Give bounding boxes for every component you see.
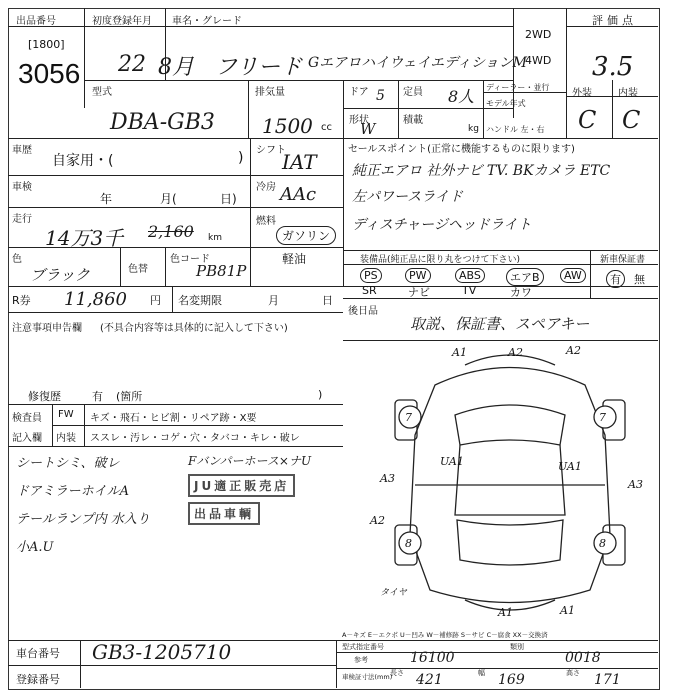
warranty-yes: 有: [606, 270, 625, 288]
dealer-label: ディーラー・並行: [486, 83, 550, 92]
grade: GエアロハイウェイエディションM: [308, 55, 527, 71]
model-name: フリード: [215, 55, 303, 80]
length-label: 長さ: [390, 669, 404, 677]
recycle-label: R券: [12, 294, 31, 307]
inspection-day: 日): [220, 192, 237, 206]
equipment-item: ナビ: [408, 286, 430, 299]
model-code-value: 16100: [410, 650, 455, 666]
damage-tire: タイヤ: [380, 588, 407, 598]
damage-rear-2: A1: [560, 604, 575, 617]
history-value: 自家用・(: [52, 153, 114, 169]
capacity-value: 8人: [448, 87, 475, 106]
displacement-value: 1500: [262, 114, 313, 138]
deadline-label: 名変期限: [178, 294, 222, 307]
color-code-label: 色コード: [170, 254, 210, 265]
damage-center-1: UA1: [440, 455, 464, 468]
color-code-value: PB81P: [196, 262, 247, 280]
ac-label: 冷房: [256, 182, 276, 193]
stamp-ju: JU適正販売店: [188, 474, 295, 497]
model-year-label: モデル年式: [486, 99, 526, 108]
equipment-item: PS: [360, 268, 382, 283]
after-label: 後日品: [348, 306, 378, 317]
damage-rear-1: A1: [498, 606, 513, 619]
damage-front-3: A2: [566, 344, 581, 357]
warranty-no: 無: [634, 273, 645, 286]
inspector-label-2: 記入欄: [12, 433, 42, 444]
equipment-item: PW: [405, 268, 431, 283]
after-value: 取説、保証書、スペアキー: [410, 315, 590, 333]
damage-front-2: A2: [508, 346, 523, 359]
notes-label: 注意事項申告欄: [12, 323, 82, 334]
ac-value: AAc: [280, 184, 317, 205]
damage-left-7: 7: [405, 411, 412, 424]
recycle-unit: 円: [150, 294, 161, 307]
inspector-note-2: ドアミラーホイルA: [16, 484, 129, 499]
drive-2wd: 2WD: [525, 28, 552, 41]
history-label: 車歴: [12, 145, 32, 156]
inspector-label-1: 検査員: [12, 413, 42, 424]
displacement-label: 排気量: [255, 87, 285, 98]
height-value: 171: [594, 672, 621, 688]
repair-label: 修復歴: [28, 390, 61, 403]
fw-text: キズ・飛石・ヒビ割・リペア跡・X要: [90, 413, 257, 424]
score: 3.5: [592, 52, 634, 82]
mileage-value: 14万3千: [45, 226, 124, 250]
chassis-value: GB3-1205710: [92, 640, 232, 664]
mileage-strike: 2,160: [148, 222, 194, 241]
repair-close: ): [318, 388, 323, 401]
equipment-item: ABS: [455, 268, 485, 283]
equipment-item: TV: [462, 284, 477, 297]
fuel-value: ガソリン: [276, 226, 336, 245]
door-value: 5: [376, 88, 385, 104]
model-code-label: 型式指定番号: [342, 643, 384, 651]
capacity-label: 定員: [403, 87, 423, 98]
shape-label: 形状: [349, 115, 369, 126]
mileage-label: 走行: [12, 214, 32, 225]
first-reg-label: 初度登録年月: [92, 16, 152, 27]
category-value: 0018: [565, 650, 601, 666]
history-close: ): [238, 150, 244, 166]
notes-hint: (不具合内容等は具体的に記入して下さい): [100, 323, 288, 334]
inspector-note-4: 小A.U: [16, 540, 54, 555]
chassis-label: 車台番号: [16, 647, 60, 660]
type-label: 型式: [92, 87, 112, 98]
width-value: 169: [498, 672, 525, 688]
door-label: ドア: [349, 87, 369, 98]
score-label: 評価点: [592, 14, 637, 27]
drive-4wd: 4WD: [525, 54, 552, 67]
displacement-unit: cc: [321, 122, 332, 133]
damage-right-a3: A3: [628, 478, 643, 491]
interior-label: 内装: [618, 88, 638, 99]
right-notes: Fバンパーホース×ナU: [188, 454, 312, 468]
inspection-year: 年: [100, 192, 113, 206]
car-diagram: [375, 345, 645, 620]
sales-point-1: 純正エアロ 社外ナビ TV. BKカメラ ETC: [352, 163, 611, 179]
load-unit: kg: [468, 124, 479, 134]
reg-label: 登録番号: [16, 673, 60, 686]
damage-right-8: 8: [599, 537, 606, 550]
damage-left-a3: A3: [380, 472, 395, 485]
int-label: 内装: [56, 433, 76, 444]
repair-place: (箇所: [116, 390, 143, 403]
exterior-value: C: [578, 106, 597, 134]
shape-value: W: [360, 120, 376, 138]
damage-left-a2: A2: [370, 514, 385, 527]
damage-left-8: 8: [405, 537, 412, 550]
damage-center-2: UA1: [558, 460, 582, 473]
equipment-item: エアB: [506, 268, 544, 286]
damage-front-1: A1: [452, 346, 467, 359]
lot-number-label: 出品番号: [16, 16, 56, 27]
deadline-month: 月: [268, 294, 279, 307]
color-label: 色: [12, 254, 22, 265]
sales-point-2: 左パワースライド: [352, 189, 463, 205]
shift-value: IAT: [282, 150, 317, 174]
first-reg-month: 8月: [158, 55, 194, 80]
inspector-note-1: シートシミ、破レ: [16, 456, 120, 471]
shift-label: シフト: [256, 145, 286, 156]
warranty-label: 新車保証書: [600, 255, 646, 265]
lot-number: 3056: [18, 58, 81, 89]
stamp-listed: 出品車輌: [188, 502, 260, 525]
equipment-item: AW: [560, 268, 586, 283]
mileage-unit: km: [208, 233, 222, 243]
damage-right-7: 7: [599, 411, 606, 424]
model-grade-label: 車名・グレード: [172, 16, 242, 27]
first-reg-year: 22: [118, 52, 146, 77]
fuel-label: 燃料: [256, 216, 276, 227]
width-label: 幅: [478, 669, 485, 677]
length-value: 421: [416, 672, 443, 688]
size-label: 車検証寸法(mm): [342, 673, 393, 681]
sales-points-heading: セールスポイント(正常に機能するものに限ります): [348, 144, 575, 155]
interior-value: C: [622, 106, 641, 134]
legend: A－キズ E－エクボ U－凹み W－補修跡 S－サビ C－腐食 XX－交換済: [342, 631, 548, 639]
equipment-item: カワ: [510, 286, 532, 299]
fuel-alt: 軽油: [282, 252, 307, 266]
inspection-label: 車検: [12, 182, 32, 193]
exterior-label: 外装: [572, 88, 592, 99]
height-label: 高さ: [566, 669, 580, 677]
inspection-month: 月(: [160, 192, 177, 206]
equipment-item: SR: [362, 284, 377, 297]
load-label: 積載: [403, 115, 423, 126]
deadline-day: 日: [322, 294, 333, 307]
lot-code: [1800]: [28, 38, 65, 51]
recycle-value: 11,860: [64, 289, 127, 310]
category-label: 類別: [510, 643, 524, 651]
type-value: DBA-GB3: [110, 110, 215, 135]
inspector-note-3: テールランプ内 水入り: [16, 512, 150, 527]
color-value: ブラック: [30, 266, 90, 284]
fw-label: FW: [58, 409, 74, 420]
sales-point-3: ディスチャージヘッドライト: [352, 217, 532, 233]
color-change-label: 色替: [128, 264, 148, 275]
int-text: ススレ・汚レ・コゲ・穴・タバコ・キレ・破レ: [90, 433, 300, 444]
model-code-ref: 参考: [354, 656, 368, 664]
equipment-heading: 装備品(純正品に限り丸をつけて下さい): [360, 255, 521, 265]
steering-label: ハンドル 左・右: [486, 125, 545, 134]
repair-value: 有: [92, 390, 103, 403]
